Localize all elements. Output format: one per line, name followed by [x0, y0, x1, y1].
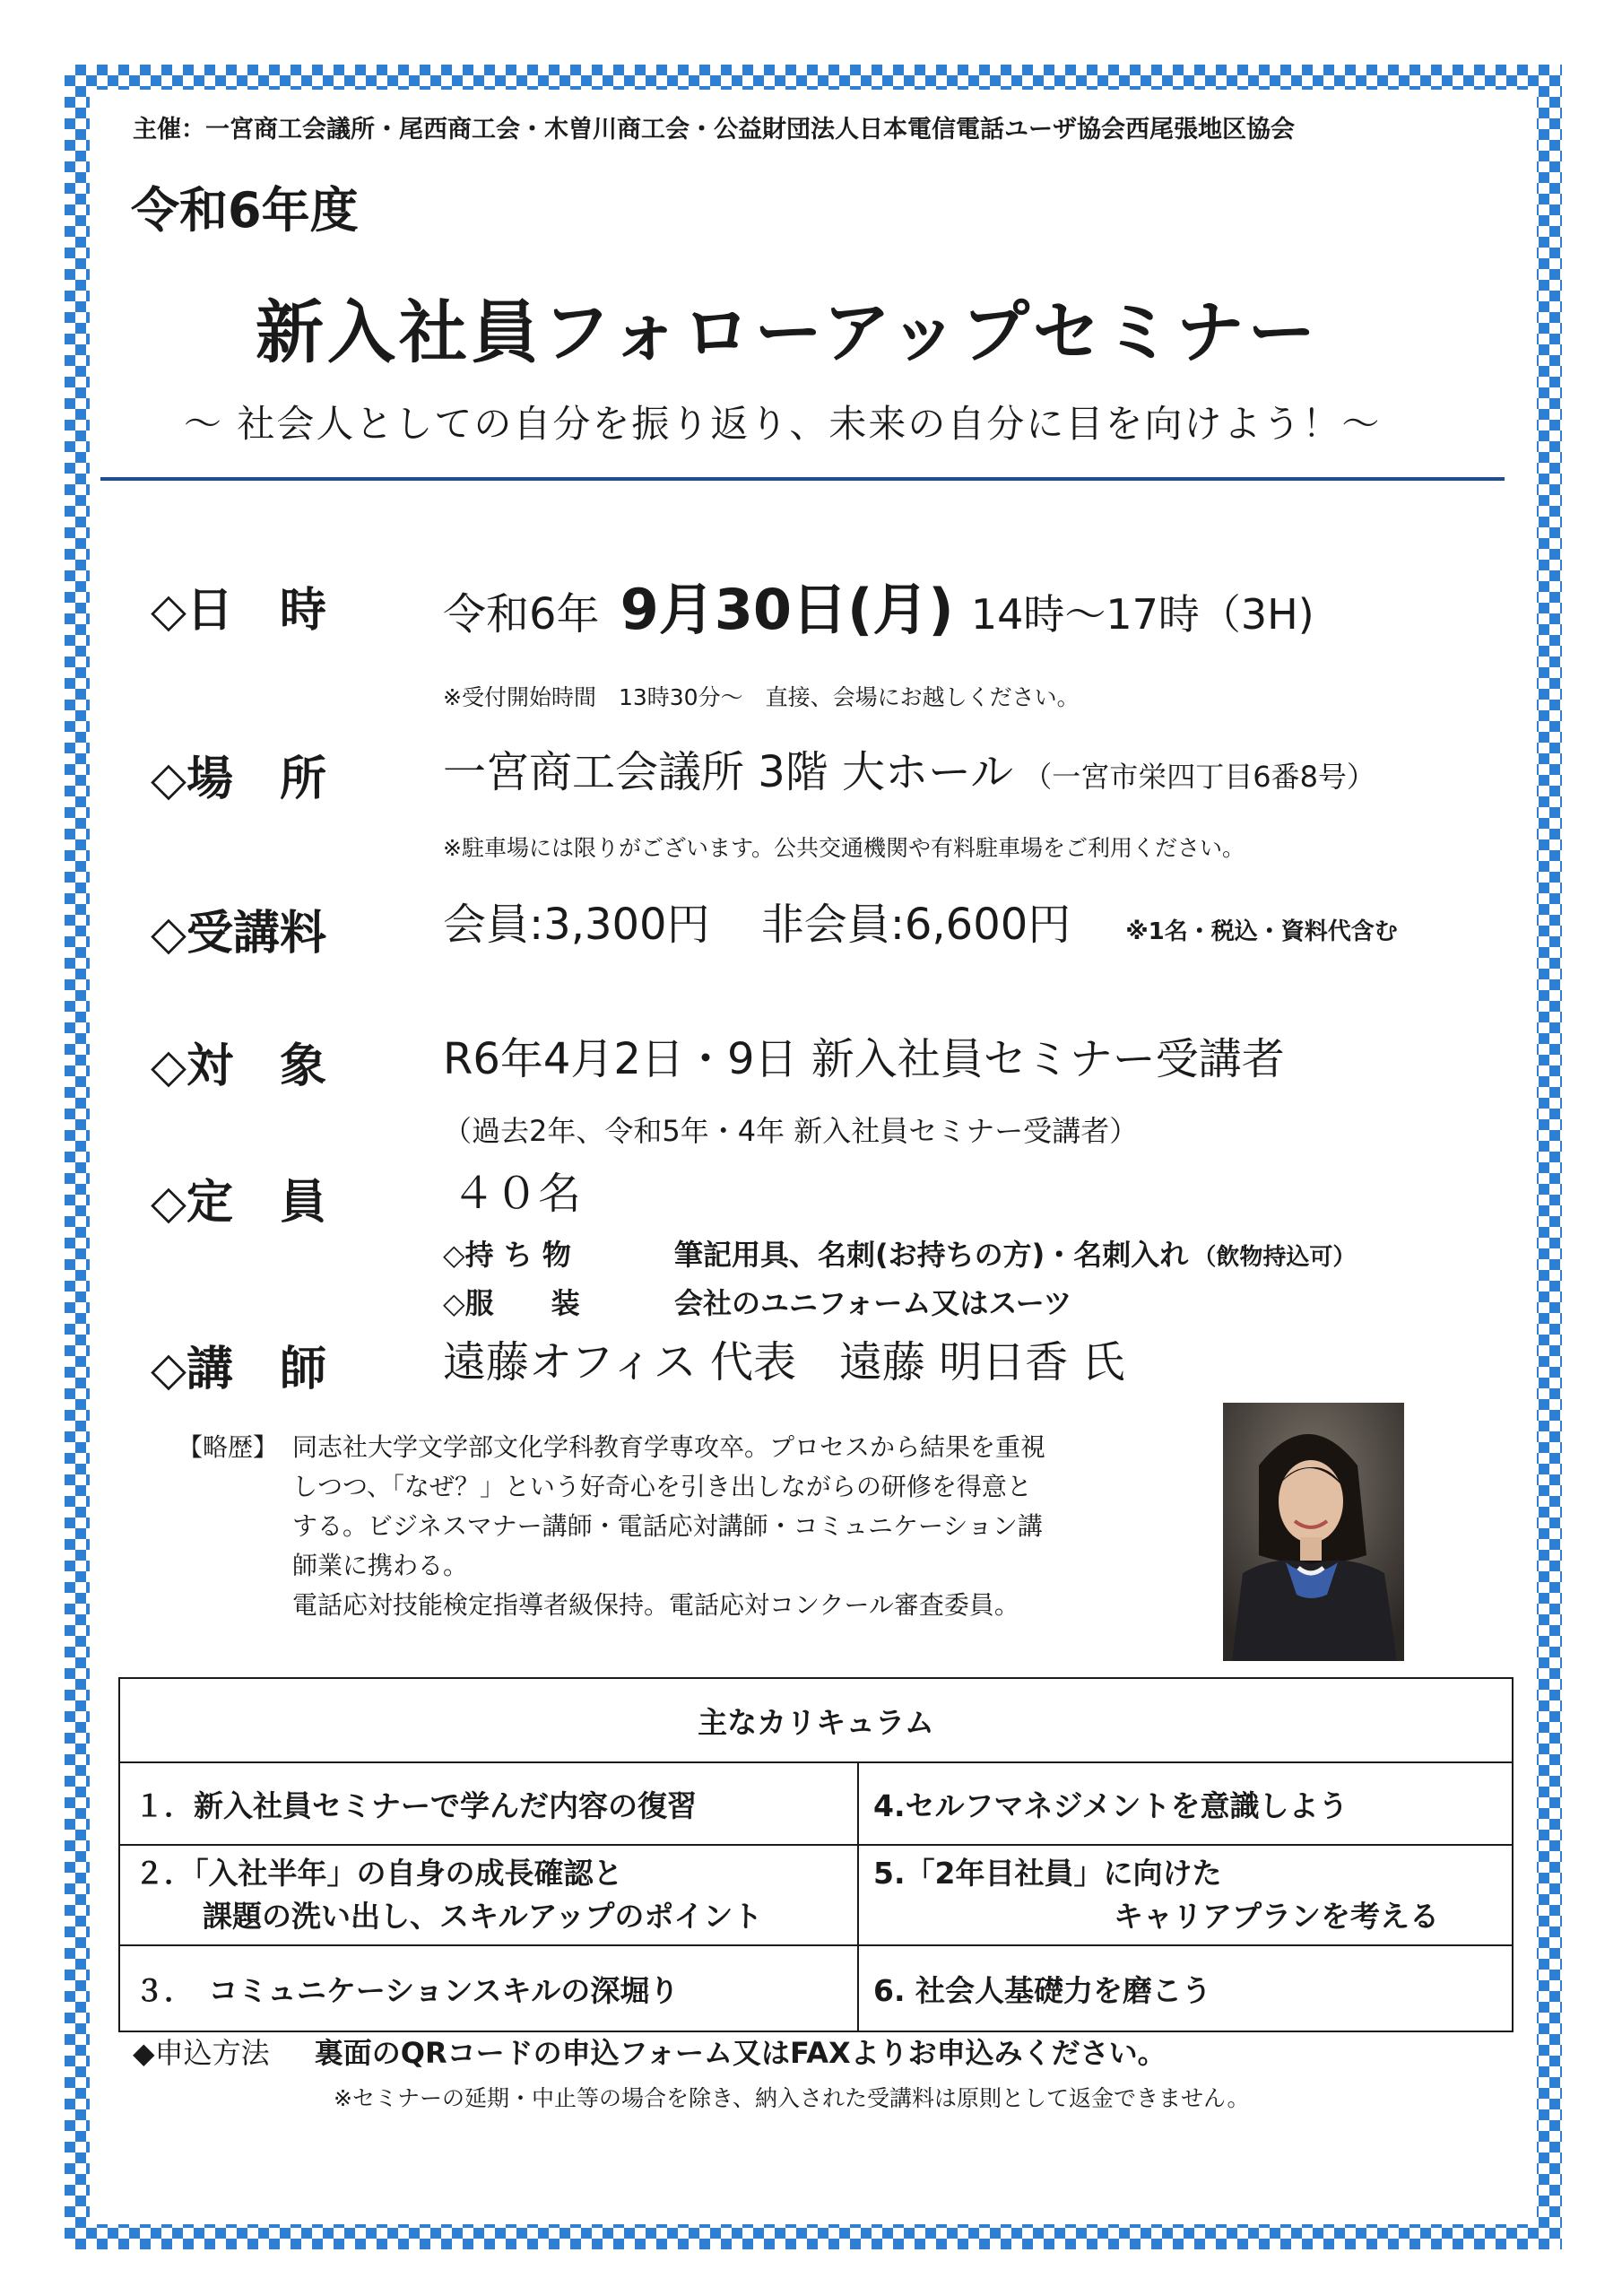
portrait-illustration	[1223, 1403, 1404, 1661]
belongings-row	[674, 1232, 1356, 1274]
curriculum-title: 主なカリキュラム	[119, 1678, 1513, 1762]
datetime-label: ◇日 時	[151, 584, 326, 638]
sponsor-line: 主催：一宮商工会議所・尾西商工会・木曽川商工会・公益財団法人日本電信電話ユーザ協会西尾張地区協会	[133, 116, 1295, 144]
target-sub: （過去2年、令和5年・4年 新入社員セミナー受講者）	[443, 1114, 1139, 1148]
curriculum-item-text: １．新入社員セミナーで学んだ内容の復習	[134, 1787, 697, 1823]
datetime-value	[443, 565, 1314, 645]
bio-line: 電話応対技能検定指導者級保持。電話応対コンクール審査委員。	[292, 1590, 1019, 1620]
belongings-note: （飲物持込可）	[1193, 1244, 1357, 1271]
target-main: R6年4月2日・9日 新入社員セミナー受講者	[443, 1034, 1285, 1084]
seminar-subtitle: ～ 社会人としての自分を振り返り、未来の自分に目を向けよう！～	[184, 402, 1382, 446]
bio-line: する。ビジネスマナー講師・電話応対講師・コミュニケーション講	[292, 1511, 1043, 1541]
seminar-title: 新入社員フォローアップセミナー	[256, 292, 1320, 372]
fee-note: ※1名・税込・資料代含む	[1125, 918, 1398, 945]
curriculum-item-1	[119, 1762, 858, 1845]
datetime-era: 令和6年	[443, 589, 600, 639]
apply-row	[133, 2031, 1167, 2072]
fee-member: 会員:3,300円	[443, 900, 710, 950]
reception-note: ※受付開始時間 13時30分～ 直接、会場にお越しください。	[443, 684, 1080, 710]
bio-text	[292, 1428, 1045, 1625]
curriculum-item-text-cont: キャリアプランを考える	[1114, 1899, 1439, 1934]
fee-value	[443, 890, 1398, 952]
venue-name: 一宮商工会議所 3階 大ホール	[443, 747, 1014, 797]
capacity-label: ◇定 員	[151, 1176, 326, 1230]
curriculum-item-text: 4.セルフマネジメントを意識しよう	[873, 1787, 1349, 1823]
curriculum-item-2	[119, 1845, 858, 1945]
curriculum-item-5	[858, 1845, 1513, 1945]
curriculum-table	[118, 1677, 1514, 2032]
lecturer-label: ◇講 師	[151, 1343, 326, 1396]
lecturer-value: 遠藤オフィス 代表 遠藤 明日香 氏	[443, 1337, 1125, 1387]
curriculum-item-4	[858, 1762, 1513, 1845]
title-divider	[100, 477, 1505, 481]
curriculum-item-6	[858, 1945, 1513, 2031]
curriculum-item-3	[119, 1945, 858, 2031]
bio-line: しつつ、「なぜ？」という好奇心を引き出しながらの研修を得意と	[292, 1472, 1032, 1501]
bio-label: 【略歴】	[178, 1432, 279, 1462]
target-label: ◇対 象	[151, 1039, 326, 1093]
curriculum-item-text-cont: 課題の洗い出し、スキルアップのポイント	[203, 1899, 763, 1934]
dress-value: 会社のユニフォーム又はスーツ	[674, 1286, 1072, 1320]
bio-line: 同志社大学文学部文化学科教育学専攻卒。プロセスから結果を重視	[292, 1432, 1046, 1462]
belongings-value: 筆記用具、名刺(お持ちの方)・名刺入れ	[674, 1238, 1189, 1272]
parking-note: ※駐車場には限りがございます。公共交通機関や有料駐車場をご利用ください。	[443, 835, 1245, 861]
datetime-date: 9月30日(月)	[620, 577, 954, 642]
bio-line: 師業に携わる。	[292, 1551, 469, 1580]
apply-text: 裏面のQRコードの申込フォーム又はFAXよりお申込みください。	[314, 2036, 1167, 2070]
curriculum-item-text: 5.「2年目社員」に向けた	[873, 1856, 1222, 1891]
dress-label: ◇服 装	[443, 1286, 580, 1320]
lecturer-photo	[1223, 1403, 1404, 1661]
fee-nonmember: 非会員:6,600円	[760, 900, 1071, 950]
apply-label: ◆申込方法	[133, 2036, 270, 2070]
venue-value	[443, 737, 1375, 799]
fee-label: ◇受講料	[151, 907, 326, 961]
refund-note: ※セミナーの延期・中止等の場合を除き、納入された受講料は原則として返金できません。	[334, 2085, 1250, 2111]
venue-label: ◇場 所	[151, 752, 326, 806]
curriculum-item-text: ３． コミュニケーションスキルの深堀り	[134, 1972, 680, 2008]
belongings-label: ◇持 ち 物	[443, 1238, 571, 1272]
capacity-value: ４０名	[452, 1169, 582, 1219]
fiscal-year: 令和6年度	[131, 182, 359, 239]
curriculum-item-text: ２．「入社半年」の自身の成長確認と	[134, 1856, 623, 1891]
venue-address: （一宮市栄四丁目6番8号）	[1023, 760, 1375, 794]
curriculum-item-text: 6. 社会人基礎力を磨こう	[873, 1972, 1211, 2008]
datetime-time: 14時～17時（3H)	[970, 590, 1314, 639]
